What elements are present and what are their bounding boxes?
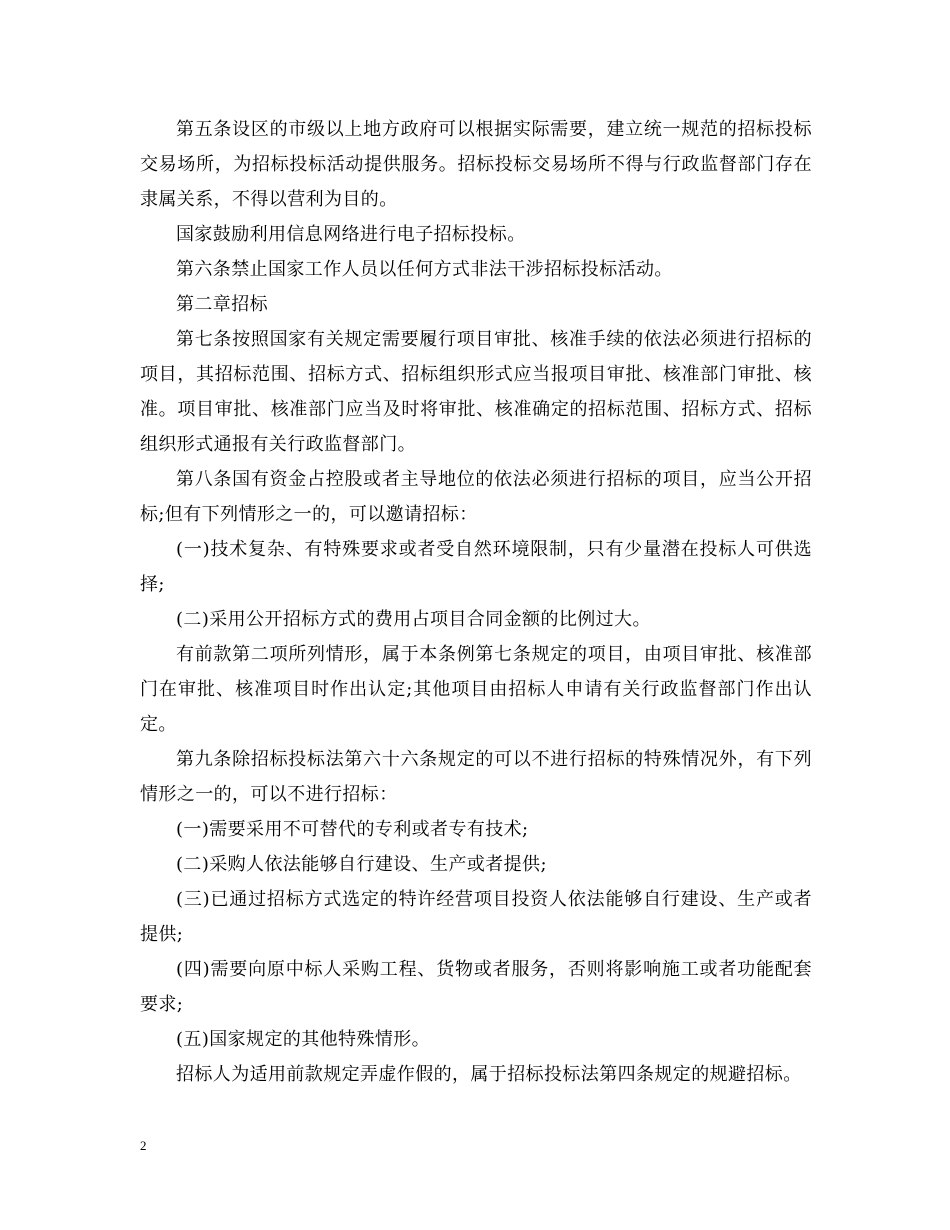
article-9-item-3: (三)已通过招标方式选定的特许经营项目投资人依法能够自行建设、生产或者提供;	[140, 889, 812, 945]
electronic-bidding-paragraph: 国家鼓励利用信息网络进行电子招标投标。	[176, 224, 526, 245]
article-9-paragraph: 第九条除招标投标法第六十六条规定的可以不进行招标的特殊情况外，有下列情形之一的，可以不进行招标：	[140, 749, 812, 805]
article-8-note-paragraph: 有前款第二项所列情形，属于本条例第七条规定的项目，由项目审批、核准部门在审批、核准项目时作出认定;其他项目由招标人申请有关行政监督部门作出认定。	[140, 644, 812, 735]
article-9-note-paragraph: 招标人为适用前款规定弄虚作假的，属于招标投标法第四条规定的规避招标。	[176, 1064, 802, 1085]
article-6-paragraph: 第六条禁止国家工作人员以任何方式非法干涉招标投标活动。	[176, 259, 673, 280]
article-8-paragraph: 第八条国有资金占控股或者主导地位的依法必须进行招标的项目，应当公开招标;但有下列情形之一的，可以邀请招标：	[140, 469, 812, 525]
article-5-paragraph: 第五条设区的市级以上地方政府可以根据实际需要，建立统一规范的招标投标交易场所，为招标投标活动提供服务。招标投标交易场所不得与行政监督部门存在隶属关系，不得以营利为目的。	[140, 119, 812, 210]
article-7-paragraph: 第七条按照国家有关规定需要履行项目审批、核准手续的依法必须进行招标的项目，其招标范围、招标方式、招标组织形式应当报项目审批、核准部门审批、核准。项目审批、核准部门应当及时将审批、核准确定的招标范围、招标方式、招标组织形式通报有关行政监督部门。	[140, 329, 812, 455]
article-9-item-2: (二)采购人依法能够自行建设、生产或者提供;	[176, 854, 547, 875]
document-body	[140, 112, 812, 1092]
article-9-item-1: (一)需要采用不可替代的专利或者专有技术;	[176, 819, 529, 840]
article-9-item-4: (四)需要向原中标人采购工程、货物或者服务，否则将影响施工或者功能配套要求;	[140, 959, 812, 1015]
article-8-item-1: (一)技术复杂、有特殊要求或者受自然环境限制，只有少量潜在投标人可供选择;	[140, 539, 812, 595]
article-8-item-2: (二)采用公开招标方式的费用占项目合同金额的比例过大。	[176, 609, 651, 630]
page-number: 2	[140, 1138, 147, 1153]
chapter-2-heading: 第二章招标	[176, 294, 268, 315]
article-9-item-5: (五)国家规定的其他特殊情形。	[176, 1029, 431, 1050]
